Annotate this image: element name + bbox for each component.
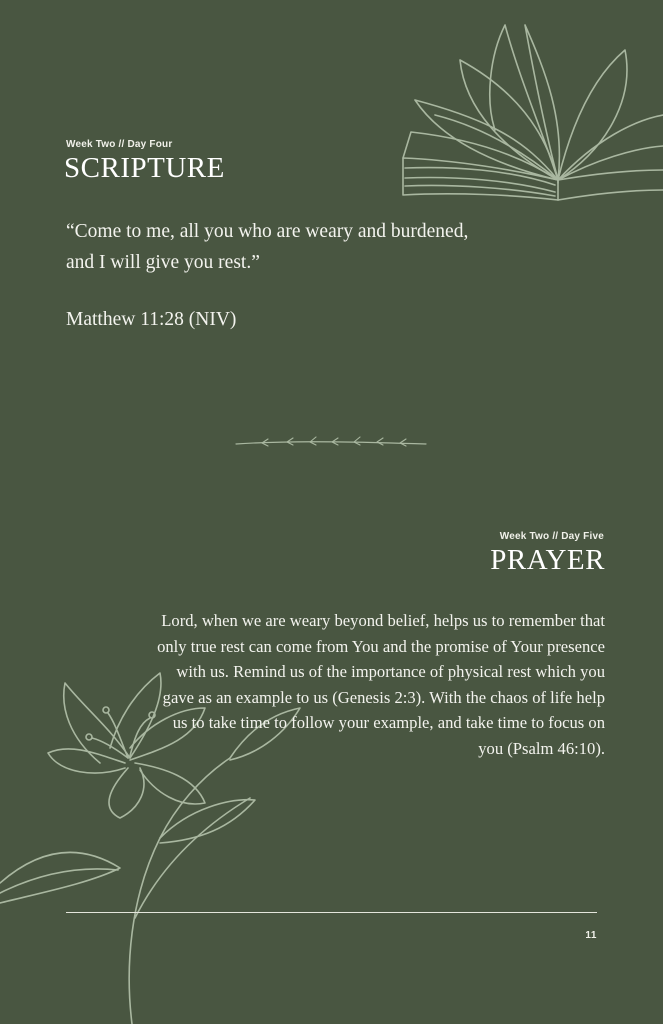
- prayer-title: PRAYER: [490, 544, 605, 576]
- footer-divider: [66, 912, 597, 913]
- scripture-title: SCRIPTURE: [64, 152, 225, 184]
- scripture-reference: Matthew 11:28 (NIV): [66, 309, 237, 330]
- open-book-line-art-icon: [395, 20, 663, 210]
- vine-divider-icon: [232, 434, 430, 452]
- scripture-verse: “Come to me, all you who are weary and burdened, and I will give you rest.”: [66, 221, 469, 273]
- prayer-body: Lord, when we are weary beyond belief, helps us to remember that only true rest can come from You and the promise of Your presence with us. Remind us of the importance of physical rest which you gave as an example to us (Genesis 2:3). With the chaos of life help us to take time to follow your example, and take time to focus on you (Psalm 46:10).: [157, 611, 605, 758]
- prayer-kicker: Week Two // Day Five: [499, 531, 604, 542]
- page-number: 11: [585, 930, 597, 941]
- scripture-kicker: Week Two // Day Four: [66, 139, 173, 150]
